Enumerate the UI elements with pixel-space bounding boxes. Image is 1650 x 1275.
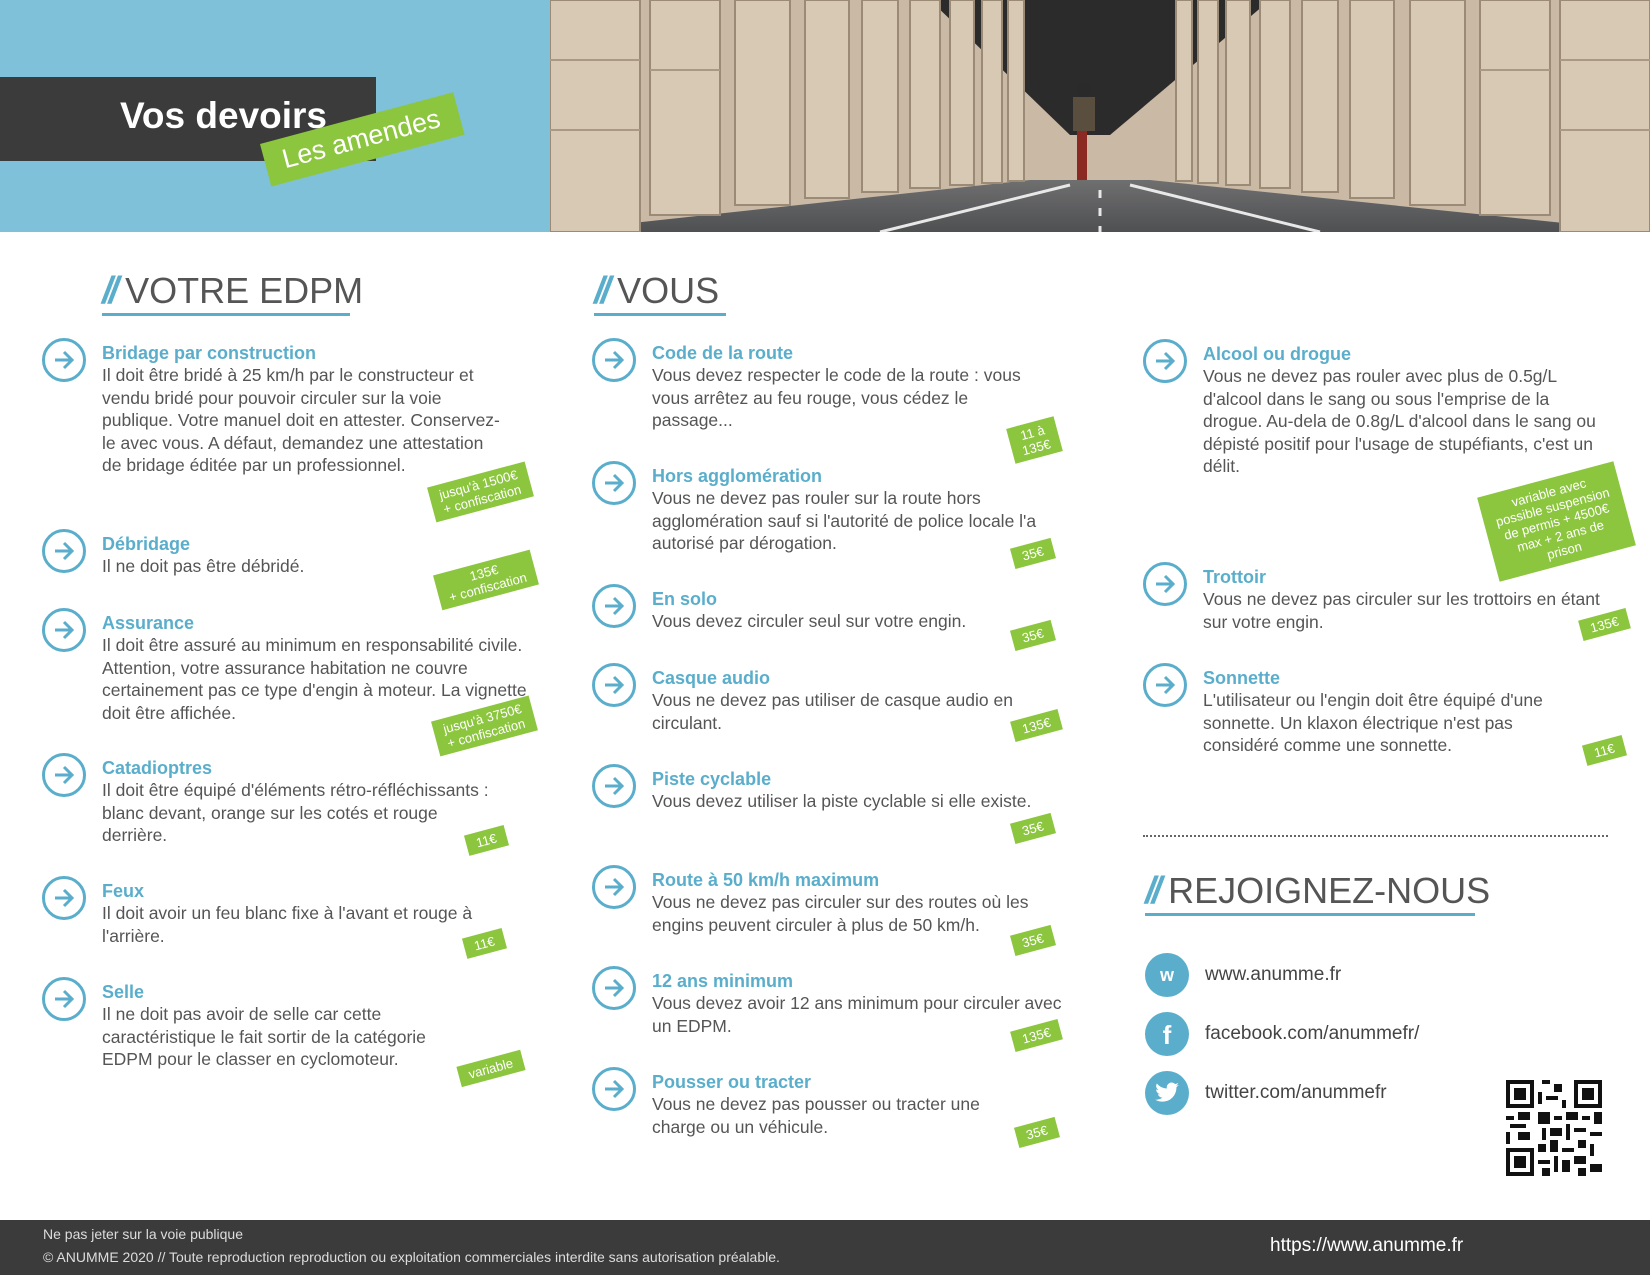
fine-badge: jusqu'à 1500€ + confiscation <box>427 462 533 523</box>
fine-badge: 135€ <box>1010 1019 1063 1052</box>
rule-piste-cyclable <box>652 768 1032 813</box>
rule-text: Vous devez respecter le code de la route : vous vous arrêtez au feu rouge, vous cédez le passage... <box>652 365 1021 430</box>
slashes-decoration: // <box>594 270 608 312</box>
facebook-icon: f <box>1145 1012 1189 1056</box>
dotted-divider <box>1143 835 1608 837</box>
rule-title: Sonnette <box>1203 668 1281 688</box>
rule-title: 12 ans minimum <box>652 971 794 991</box>
fine-badge: 11€ <box>464 825 509 856</box>
arrow-right-icon <box>592 584 636 628</box>
arrow-right-icon <box>592 1067 636 1111</box>
footer <box>0 1220 1650 1275</box>
qr-code[interactable] <box>1506 1080 1602 1176</box>
arrow-right-icon <box>592 865 636 909</box>
website-link[interactable]: www.anumme.fr <box>1205 964 1342 985</box>
heading-vous: // VOUS <box>594 270 726 316</box>
fine-badge: 35€ <box>1010 925 1056 956</box>
rule-title: Code de la route <box>652 343 794 363</box>
arrow-right-icon <box>42 876 86 920</box>
arrow-right-icon <box>42 753 86 797</box>
rule-bridage <box>102 342 502 477</box>
website-icon: w <box>1145 953 1189 997</box>
arrow-right-icon <box>1143 663 1187 707</box>
arrow-right-icon <box>592 663 636 707</box>
rule-en-solo <box>652 588 1082 633</box>
arrow-right-icon <box>42 608 86 652</box>
rule-title: Catadioptres <box>102 758 213 778</box>
fine-badge: 35€ <box>1010 813 1056 844</box>
arrow-right-icon <box>42 529 86 573</box>
arrow-right-icon <box>1143 339 1187 383</box>
rule-sonnette <box>1203 667 1593 757</box>
arrow-right-icon <box>592 764 636 808</box>
rule-text: Vous ne devez pas circuler sur les trottoirs en étant sur votre engin. <box>1203 589 1600 632</box>
rule-title: Piste cyclable <box>652 769 772 789</box>
rule-trottoir <box>1203 566 1603 633</box>
rule-12-ans <box>652 970 1062 1037</box>
rule-title: En solo <box>652 589 718 609</box>
footer-copyright: © ANUMME 2020 // Toute reproduction reproduction ou exploitation commerciales interdite sans autorisation préalable. <box>43 1249 780 1265</box>
rule-text: Vous devez avoir 12 ans minimum pour circuler avec un EDPM. <box>652 993 1062 1036</box>
heading-votre-edpm: // VOTRE EDPM <box>102 270 350 316</box>
rule-title: Hors agglomération <box>652 466 823 486</box>
rule-assurance <box>102 612 532 724</box>
rule-text: Il doit être bridé à 25 km/h par le constructeur et vendu bridé pour pouvoir circuler sur la voie publique. Votre manuel doit en attester. Conservez-le avec vous. A défaut, demandez une attestation de bridage éditée par un professionnel. <box>102 365 500 475</box>
rule-title: Trottoir <box>1203 567 1266 587</box>
slashes-decoration: // <box>102 270 116 312</box>
hero-photo <box>550 0 1650 232</box>
rule-text: Vous ne devez pas rouler sur la route hors agglomération sauf si l'autorité de police locale l'a autorisé par dérogation. <box>652 488 1037 553</box>
arrow-right-icon <box>42 977 86 1021</box>
rule-text: Vous ne devez pas circuler sur des routes où les engins peuvent circuler à plus de 50 km/h. <box>652 892 1029 935</box>
rule-route-50 <box>652 869 1062 936</box>
arrow-right-icon <box>592 338 636 382</box>
rule-casque-audio <box>652 667 1052 734</box>
page-title: Vos devoirs <box>120 95 328 136</box>
fine-badge: 35€ <box>1010 538 1056 569</box>
fine-badge: 11€ <box>462 928 507 959</box>
fine-badge: 11 à 135€ <box>1006 416 1063 463</box>
fine-badge: 35€ <box>1014 1117 1060 1148</box>
fine-badge: jusqu'à 3750€ + confiscation <box>431 696 537 757</box>
rule-title: Casque audio <box>652 668 771 688</box>
rule-text: Il ne doit pas être débridé. <box>102 556 305 576</box>
rule-feux <box>102 880 502 947</box>
rule-text: Il ne doit pas avoir de selle car cette caractéristique le fait sortir de la catégorie EDPM pour le classer en cyclomoteur. <box>102 1004 426 1069</box>
rule-catadioptres <box>102 757 492 847</box>
rule-text: Il doit être équipé d'éléments rétro-réfléchissants : blanc devant, orange sur les cotés et rouge derrière. <box>102 780 489 845</box>
arrow-right-icon <box>42 338 86 382</box>
rule-pousser-tracter <box>652 1071 1032 1138</box>
arrow-right-icon <box>592 461 636 505</box>
footer-notice: Ne pas jeter sur la voie publique <box>43 1226 244 1242</box>
fine-badge: variable <box>456 1050 525 1087</box>
rule-hors-agglomeration <box>652 465 1062 555</box>
twitter-icon <box>1145 1071 1189 1115</box>
rule-text: Vous ne devez pas rouler avec plus de 0.5g/L d'alcool dans le sang ou sous l'emprise de la drogue. Au-dela de 0.8g/L d'alcool dans le sang ou dépisté positif pour l'usage de stupéfiants, c'est un délit. <box>1203 366 1596 476</box>
rule-alcool-drogue <box>1203 343 1613 478</box>
rule-title: Selle <box>102 982 145 1002</box>
bridge-photo-illustration <box>550 0 1650 232</box>
rule-title: Feux <box>102 881 145 901</box>
fine-badge: 135€ + confiscation <box>433 550 539 611</box>
twitter-link[interactable]: twitter.com/anummefr <box>1205 1082 1387 1103</box>
rule-text: L'utilisateur ou l'engin doit être équipé d'une sonnette. Un klaxon électrique n'est pas considéré comme une sonnette. <box>1203 690 1543 755</box>
rule-code-de-la-route <box>652 342 1042 432</box>
fine-badge: 11€ <box>1582 735 1627 766</box>
heading-rejoignez-nous: // REJOIGNEZ-NOUS <box>1145 870 1475 916</box>
rule-title: Bridage par construction <box>102 343 317 363</box>
rule-text: Il doit avoir un feu blanc fixe à l'avant et rouge à l'arrière. <box>102 903 473 946</box>
slashes-decoration: // <box>1145 870 1159 912</box>
footer-url[interactable]: https://www.anumme.fr <box>1270 1235 1464 1256</box>
fine-badge: variable avec possible suspension de permis + 4500€ max + 2 ans de prison <box>1477 461 1636 582</box>
rule-title: Alcool ou drogue <box>1203 344 1351 364</box>
rule-selle <box>102 981 472 1071</box>
rule-title: Débridage <box>102 534 191 554</box>
rule-text: Il doit être assuré au minimum en responsabilité civile. Attention, votre assurance habitation ne couvre certainement pas ce type d'engin à moteur. La vignette doit être affichée. <box>102 635 527 723</box>
fine-badge: 135€ <box>1578 608 1631 641</box>
rule-text: Vous ne devez pas utiliser de casque audio en circulant. <box>652 690 1013 733</box>
arrow-right-icon <box>592 966 636 1010</box>
rule-title: Pousser ou tracter <box>652 1072 812 1092</box>
page-subtitle: Les amendes <box>278 103 444 175</box>
facebook-link[interactable]: facebook.com/anummefr/ <box>1205 1023 1420 1044</box>
fine-badge: 135€ <box>1010 709 1063 742</box>
rule-text: Vous devez utiliser la piste cyclable si elle existe. <box>652 791 1032 811</box>
rule-text: Vous devez circuler seul sur votre engin. <box>652 611 967 631</box>
arrow-right-icon <box>1143 562 1187 606</box>
rule-text: Vous ne devez pas pousser ou tracter une charge ou un véhicule. <box>652 1094 980 1137</box>
fine-badge: 35€ <box>1010 620 1056 651</box>
rule-title: Assurance <box>102 613 195 633</box>
rule-title: Route à 50 km/h maximum <box>652 870 880 890</box>
